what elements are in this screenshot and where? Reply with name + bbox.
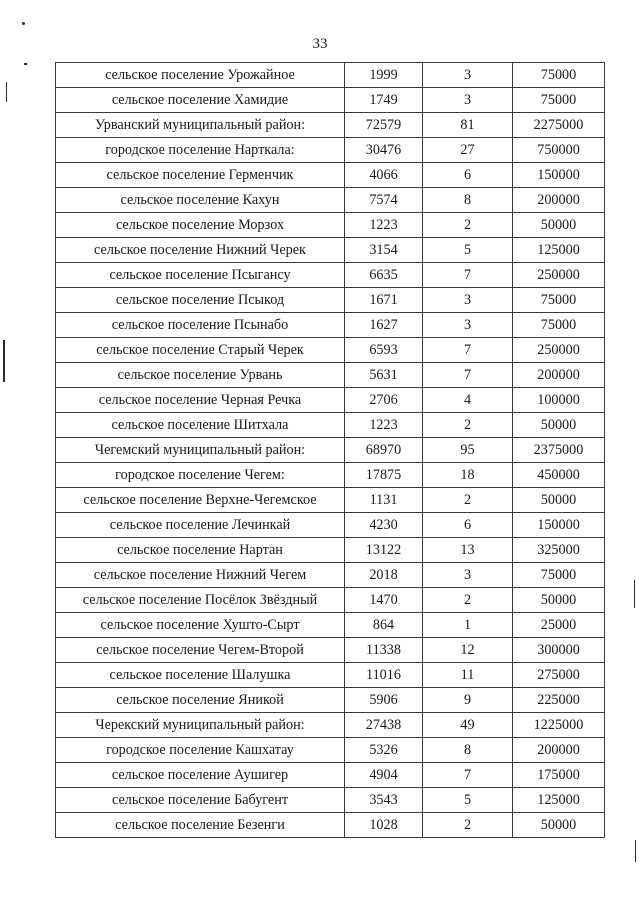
scan-mark [3,340,5,382]
amount-cell: 325000 [513,538,605,563]
amount-cell: 150000 [513,163,605,188]
amount-cell: 750000 [513,138,605,163]
count-cell: 27 [423,138,513,163]
table-row [56,163,605,188]
population-cell: 4904 [345,763,423,788]
population-cell: 4230 [345,513,423,538]
settlement-name-cell: сельское поселение Бабугент [56,788,345,813]
amount-cell: 450000 [513,463,605,488]
count-cell: 6 [423,513,513,538]
population-cell: 6635 [345,263,423,288]
count-cell: 18 [423,463,513,488]
count-cell: 2 [423,213,513,238]
population-cell: 17875 [345,463,423,488]
count-cell: 13 [423,538,513,563]
amount-cell: 50000 [513,588,605,613]
settlement-name-cell: сельское поселение Псыкод [56,288,345,313]
table-row [56,138,605,163]
population-cell: 864 [345,613,423,638]
table-row [56,688,605,713]
population-cell: 5631 [345,363,423,388]
settlement-name-cell: сельское поселение Нижний Черек [56,238,345,263]
amount-cell: 250000 [513,338,605,363]
population-cell: 27438 [345,713,423,738]
settlement-name-cell: сельское поселение Нартан [56,538,345,563]
count-cell: 3 [423,563,513,588]
amount-cell: 50000 [513,413,605,438]
amount-cell: 50000 [513,213,605,238]
count-cell: 7 [423,363,513,388]
settlement-name-cell: сельское поселение Урожайное [56,63,345,88]
count-cell: 9 [423,688,513,713]
table-row [56,63,605,88]
table-row [56,813,605,838]
population-cell: 1671 [345,288,423,313]
scan-mark [634,580,635,608]
settlements-table [55,62,605,838]
population-cell: 4066 [345,163,423,188]
table-row [56,413,605,438]
count-cell: 49 [423,713,513,738]
amount-cell: 75000 [513,313,605,338]
amount-cell: 50000 [513,488,605,513]
population-cell: 1470 [345,588,423,613]
table-row [56,588,605,613]
population-cell: 5906 [345,688,423,713]
table-row [56,288,605,313]
count-cell: 4 [423,388,513,413]
population-cell: 5326 [345,738,423,763]
population-cell: 7574 [345,188,423,213]
settlement-name-cell: городское поселение Кашхатау [56,738,345,763]
settlement-name-cell: сельское поселение Морзох [56,213,345,238]
count-cell: 7 [423,763,513,788]
population-cell: 3154 [345,238,423,263]
table-row [56,388,605,413]
count-cell: 7 [423,263,513,288]
page-number: 33 [312,36,328,52]
settlement-name-cell: Черекский муниципальный район: [56,713,345,738]
table-row [56,238,605,263]
amount-cell: 2275000 [513,113,605,138]
count-cell: 11 [423,663,513,688]
amount-cell: 225000 [513,688,605,713]
table-row [56,313,605,338]
settlement-name-cell: сельское поселение Верхне-Чегемское [56,488,345,513]
table-row [56,488,605,513]
settlement-name-cell: городское поселение Нарткала: [56,138,345,163]
table-row [56,563,605,588]
scan-mark [635,840,636,862]
population-cell: 13122 [345,538,423,563]
settlement-name-cell: сельское поселение Хамидие [56,88,345,113]
settlement-name-cell: сельское поселение Шалушка [56,663,345,688]
scan-mark [24,63,27,65]
table-row [56,763,605,788]
population-cell: 1627 [345,313,423,338]
settlement-name-cell: сельское поселение Аушигер [56,763,345,788]
table-row [56,263,605,288]
amount-cell: 25000 [513,613,605,638]
count-cell: 8 [423,188,513,213]
settlement-name-cell: Чегемский муниципальный район: [56,438,345,463]
amount-cell: 2375000 [513,438,605,463]
amount-cell: 75000 [513,563,605,588]
amount-cell: 75000 [513,88,605,113]
amount-cell: 275000 [513,663,605,688]
count-cell: 3 [423,288,513,313]
settlement-name-cell: сельское поселение Старый Черек [56,338,345,363]
count-cell: 81 [423,113,513,138]
table-row [56,713,605,738]
amount-cell: 100000 [513,388,605,413]
amount-cell: 200000 [513,363,605,388]
settlement-name-cell: сельское поселение Нижний Чегем [56,563,345,588]
population-cell: 6593 [345,338,423,363]
settlement-name-cell: сельское поселение Чегем-Второй [56,638,345,663]
table-row [56,663,605,688]
amount-cell: 300000 [513,638,605,663]
population-cell: 1749 [345,88,423,113]
table-row [56,213,605,238]
count-cell: 5 [423,788,513,813]
count-cell: 7 [423,338,513,363]
population-cell: 72579 [345,113,423,138]
population-cell: 1999 [345,63,423,88]
table-row [56,538,605,563]
amount-cell: 150000 [513,513,605,538]
amount-cell: 175000 [513,763,605,788]
count-cell: 2 [423,413,513,438]
amount-cell: 75000 [513,63,605,88]
settlement-name-cell: сельское поселение Шитхала [56,413,345,438]
population-cell: 3543 [345,788,423,813]
population-cell: 2706 [345,388,423,413]
amount-cell: 200000 [513,188,605,213]
amount-cell: 125000 [513,238,605,263]
settlement-name-cell: сельское поселение Герменчик [56,163,345,188]
settlement-name-cell: сельское поселение Черная Речка [56,388,345,413]
settlement-name-cell: сельское поселение Посёлок Звёздный [56,588,345,613]
table-row [56,788,605,813]
population-cell: 11016 [345,663,423,688]
table-row [56,463,605,488]
count-cell: 3 [423,63,513,88]
settlement-name-cell: сельское поселение Псыгансу [56,263,345,288]
count-cell: 3 [423,313,513,338]
count-cell: 2 [423,813,513,838]
count-cell: 95 [423,438,513,463]
settlement-name-cell: Урванский муниципальный район: [56,113,345,138]
table-row [56,513,605,538]
settlement-name-cell: сельское поселение Кахун [56,188,345,213]
population-cell: 30476 [345,138,423,163]
table-row [56,613,605,638]
count-cell: 2 [423,488,513,513]
settlement-name-cell: сельское поселение Лечинкай [56,513,345,538]
table-row [56,738,605,763]
settlement-name-cell: сельское поселение Урвань [56,363,345,388]
population-cell: 1131 [345,488,423,513]
settlement-name-cell: сельское поселение Псынабо [56,313,345,338]
settlement-name-cell: сельское поселение Безенги [56,813,345,838]
count-cell: 5 [423,238,513,263]
population-cell: 1223 [345,413,423,438]
table-body [56,63,605,838]
count-cell: 3 [423,88,513,113]
population-cell: 68970 [345,438,423,463]
scan-mark [6,82,7,102]
amount-cell: 125000 [513,788,605,813]
settlement-name-cell: сельское поселение Хушто-Сырт [56,613,345,638]
count-cell: 8 [423,738,513,763]
amount-cell: 250000 [513,263,605,288]
table-row [56,188,605,213]
population-cell: 1223 [345,213,423,238]
table-row [56,438,605,463]
settlement-name-cell: городское поселение Чегем: [56,463,345,488]
table-row [56,638,605,663]
table-row [56,88,605,113]
amount-cell: 200000 [513,738,605,763]
table-row [56,363,605,388]
count-cell: 6 [423,163,513,188]
amount-cell: 75000 [513,288,605,313]
table-row [56,338,605,363]
settlement-name-cell: сельское поселение Яникой [56,688,345,713]
count-cell: 1 [423,613,513,638]
table-row [56,113,605,138]
scan-mark [22,22,25,25]
count-cell: 12 [423,638,513,663]
count-cell: 2 [423,588,513,613]
population-cell: 11338 [345,638,423,663]
population-cell: 1028 [345,813,423,838]
amount-cell: 1225000 [513,713,605,738]
population-cell: 2018 [345,563,423,588]
amount-cell: 50000 [513,813,605,838]
